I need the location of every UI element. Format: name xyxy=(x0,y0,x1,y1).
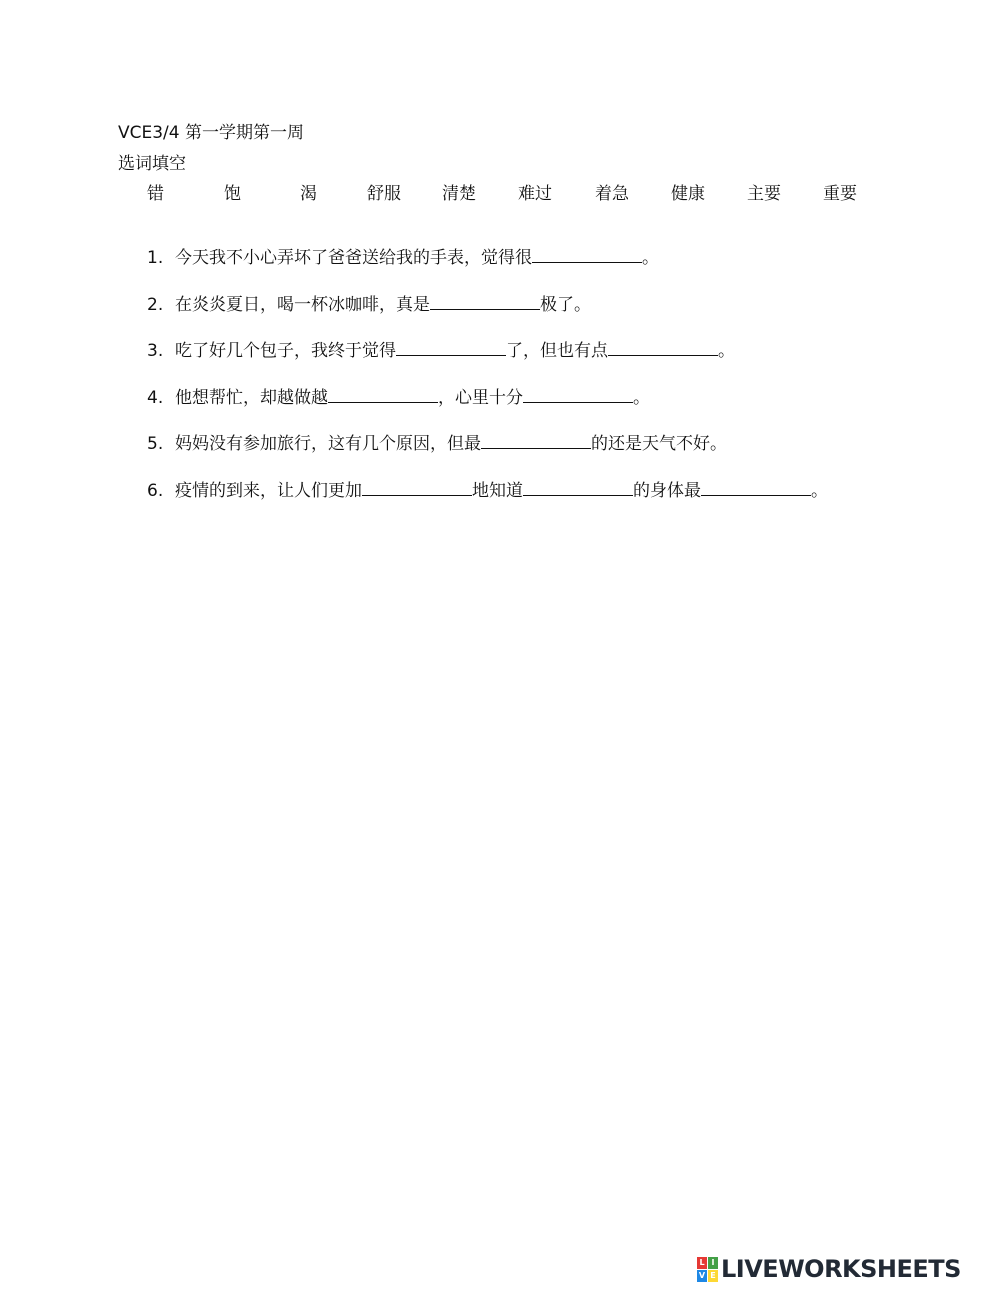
instruction-heading: 选词填空 xyxy=(118,154,186,174)
question-number: 3. xyxy=(147,341,164,361)
question-item xyxy=(147,385,828,432)
question-number: 2. xyxy=(147,294,164,315)
answer-blank[interactable] xyxy=(532,245,642,263)
question-text: 在炎炎夏日，喝一杯冰咖啡，真是 xyxy=(175,294,430,315)
question-number: 6. xyxy=(147,480,164,501)
answer-blank[interactable] xyxy=(396,338,506,356)
answer-blank[interactable] xyxy=(328,385,438,403)
worksheet-title: VCE3/4 第一学期第一周 xyxy=(118,123,305,143)
question-item xyxy=(147,338,828,385)
question-text: 。 xyxy=(811,480,828,501)
question-number: 4. xyxy=(147,387,164,408)
liveworksheets-logo xyxy=(697,1255,961,1283)
question-text: 的身体最 xyxy=(633,480,701,501)
logo-wordmark: LIVEWORKSHEETS xyxy=(721,1255,961,1283)
question-text: 了，但也有点 xyxy=(506,341,608,361)
question-text: 他想帮忙，却越做越 xyxy=(175,387,328,408)
word-bank-item: 主要 xyxy=(747,184,781,204)
word-bank-item: 错 xyxy=(147,184,164,204)
question-text: 疫情的到来，让人们更加 xyxy=(175,480,362,501)
answer-blank[interactable] xyxy=(523,478,633,496)
word-bank-item: 清楚 xyxy=(442,184,476,204)
question-text: 地知道 xyxy=(472,480,523,501)
question-text: 极了。 xyxy=(540,294,591,315)
word-bank-item: 舒服 xyxy=(367,184,401,204)
question-text: 。 xyxy=(718,341,735,361)
word-bank-item: 健康 xyxy=(671,184,705,204)
word-bank-item: 饱 xyxy=(224,184,241,204)
question-text: 妈妈没有参加旅行，这有几个原因，但最 xyxy=(175,434,481,454)
word-bank-item: 渴 xyxy=(300,184,317,204)
question-text: 。 xyxy=(642,248,659,268)
question-item xyxy=(147,292,828,339)
question-number: 1. xyxy=(147,248,164,268)
answer-blank[interactable] xyxy=(362,478,472,496)
answer-blank[interactable] xyxy=(608,338,718,356)
logo-tile: L xyxy=(697,1257,707,1269)
question-item xyxy=(147,431,828,478)
question-text: 的还是天气不好。 xyxy=(591,434,727,454)
live-blocks-icon xyxy=(697,1257,718,1282)
question-text: 吃了好几个包子，我终于觉得 xyxy=(175,341,396,361)
question-text: 今天我不小心弄坏了爸爸送给我的手表，觉得很 xyxy=(175,248,532,268)
answer-blank[interactable] xyxy=(523,385,633,403)
question-item xyxy=(147,245,828,292)
question-text: ，心里十分 xyxy=(438,387,523,408)
question-number: 5. xyxy=(147,434,164,454)
word-bank-item: 着急 xyxy=(595,184,629,204)
word-bank-item: 重要 xyxy=(823,184,857,204)
question-item xyxy=(147,478,828,525)
question-list xyxy=(147,245,828,524)
answer-blank[interactable] xyxy=(481,431,591,449)
answer-blank[interactable] xyxy=(701,478,811,496)
logo-tile: E xyxy=(708,1270,718,1282)
logo-tile: I xyxy=(708,1257,718,1269)
question-text: 。 xyxy=(633,387,650,408)
word-bank xyxy=(118,183,898,207)
word-bank-item: 难过 xyxy=(518,184,552,204)
logo-tile: V xyxy=(698,1270,706,1280)
answer-blank[interactable] xyxy=(430,292,540,310)
